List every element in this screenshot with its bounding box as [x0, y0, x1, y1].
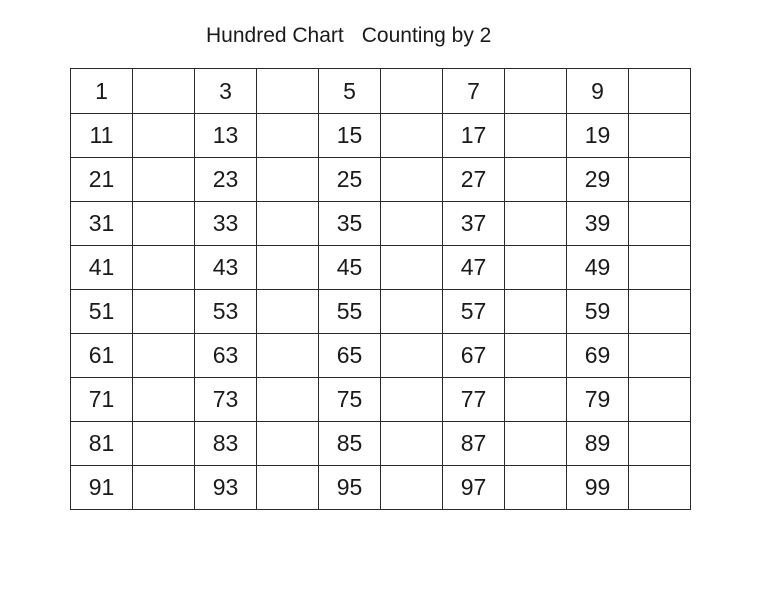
grid-cell-number: 9	[567, 69, 629, 114]
grid-cell-number: 55	[319, 290, 381, 334]
grid-cell-blank[interactable]	[381, 202, 443, 246]
grid-cell-number: 77	[443, 378, 505, 422]
grid-cell-blank[interactable]	[257, 246, 319, 290]
grid-cell-blank[interactable]	[381, 158, 443, 202]
grid-cell-blank[interactable]	[629, 114, 691, 158]
grid-cell-number: 71	[71, 378, 133, 422]
grid-cell-blank[interactable]	[505, 466, 567, 510]
grid-cell-number: 11	[71, 114, 133, 158]
grid-cell-blank[interactable]	[629, 202, 691, 246]
grid-cell-number: 15	[319, 114, 381, 158]
grid-cell-number: 7	[443, 69, 505, 114]
grid-row	[71, 466, 691, 510]
grid-row	[71, 246, 691, 290]
grid-cell-number: 85	[319, 422, 381, 466]
grid-cell-number: 83	[195, 422, 257, 466]
grid-cell-blank[interactable]	[629, 246, 691, 290]
grid-cell-number: 79	[567, 378, 629, 422]
grid-row	[71, 158, 691, 202]
grid-cell-blank[interactable]	[629, 334, 691, 378]
grid-cell-blank[interactable]	[133, 334, 195, 378]
grid-cell-blank[interactable]	[133, 290, 195, 334]
grid-cell-blank[interactable]	[381, 290, 443, 334]
grid-row	[71, 378, 691, 422]
grid-cell-blank[interactable]	[133, 158, 195, 202]
grid-cell-number: 97	[443, 466, 505, 510]
grid-cell-blank[interactable]	[629, 422, 691, 466]
grid-cell-number: 93	[195, 466, 257, 510]
grid-cell-number: 33	[195, 202, 257, 246]
grid-cell-blank[interactable]	[257, 422, 319, 466]
grid-cell-blank[interactable]	[257, 158, 319, 202]
grid-cell-blank[interactable]	[505, 202, 567, 246]
grid-cell-number: 3	[195, 69, 257, 114]
grid-row	[71, 114, 691, 158]
grid-cell-number: 89	[567, 422, 629, 466]
page-title	[206, 24, 491, 48]
grid-row	[71, 334, 691, 378]
grid-cell-blank[interactable]	[505, 69, 567, 114]
grid-cell-blank[interactable]	[505, 422, 567, 466]
grid-cell-number: 45	[319, 246, 381, 290]
grid-cell-blank[interactable]	[505, 246, 567, 290]
grid-cell-number: 27	[443, 158, 505, 202]
grid-cell-number: 59	[567, 290, 629, 334]
grid-row	[71, 69, 691, 114]
grid-cell-blank[interactable]	[257, 69, 319, 114]
grid-cell-number: 29	[567, 158, 629, 202]
grid-cell-number: 75	[319, 378, 381, 422]
grid-cell-number: 65	[319, 334, 381, 378]
grid-cell-blank[interactable]	[257, 202, 319, 246]
grid-cell-blank[interactable]	[381, 422, 443, 466]
grid-cell-number: 95	[319, 466, 381, 510]
grid-cell-number: 17	[443, 114, 505, 158]
grid-cell-number: 87	[443, 422, 505, 466]
grid-cell-number: 67	[443, 334, 505, 378]
hundred-chart-grid	[70, 68, 691, 510]
grid-cell-number: 99	[567, 466, 629, 510]
grid-cell-blank[interactable]	[133, 466, 195, 510]
grid-cell-number: 81	[71, 422, 133, 466]
grid-cell-number: 19	[567, 114, 629, 158]
grid-cell-number: 41	[71, 246, 133, 290]
grid-cell-blank[interactable]	[381, 334, 443, 378]
grid-cell-blank[interactable]	[505, 158, 567, 202]
grid-cell-number: 47	[443, 246, 505, 290]
grid-cell-number: 69	[567, 334, 629, 378]
grid-cell-blank[interactable]	[629, 69, 691, 114]
grid-cell-blank[interactable]	[505, 334, 567, 378]
grid-cell-blank[interactable]	[133, 202, 195, 246]
grid-cell-blank[interactable]	[629, 290, 691, 334]
grid-row	[71, 202, 691, 246]
grid-cell-number: 13	[195, 114, 257, 158]
grid-cell-blank[interactable]	[629, 466, 691, 510]
grid-cell-blank[interactable]	[381, 378, 443, 422]
grid-cell-blank[interactable]	[381, 246, 443, 290]
grid-cell-number: 37	[443, 202, 505, 246]
grid-cell-number: 23	[195, 158, 257, 202]
grid-cell-blank[interactable]	[505, 114, 567, 158]
grid-cell-blank[interactable]	[257, 114, 319, 158]
grid-cell-blank[interactable]	[505, 290, 567, 334]
grid-cell-number: 63	[195, 334, 257, 378]
grid-cell-blank[interactable]	[133, 246, 195, 290]
grid-cell-number: 51	[71, 290, 133, 334]
grid-cell-number: 39	[567, 202, 629, 246]
grid-row	[71, 422, 691, 466]
grid-cell-number: 31	[71, 202, 133, 246]
grid-cell-number: 61	[71, 334, 133, 378]
grid-cell-blank[interactable]	[133, 378, 195, 422]
grid-cell-blank[interactable]	[133, 114, 195, 158]
grid-cell-blank[interactable]	[381, 114, 443, 158]
grid-cell-number: 1	[71, 69, 133, 114]
grid-cell-blank[interactable]	[133, 69, 195, 114]
grid-cell-number: 25	[319, 158, 381, 202]
grid-body	[71, 69, 691, 510]
grid-cell-blank[interactable]	[257, 378, 319, 422]
title-subtitle: Counting by 2	[361, 24, 492, 47]
grid-cell-blank[interactable]	[629, 158, 691, 202]
grid-cell-blank[interactable]	[257, 290, 319, 334]
grid-cell-blank[interactable]	[257, 466, 319, 510]
grid-cell-number: 73	[195, 378, 257, 422]
grid-cell-number: 91	[71, 466, 133, 510]
grid-cell-number: 21	[71, 158, 133, 202]
grid-cell-blank[interactable]	[381, 466, 443, 510]
grid-cell-number: 35	[319, 202, 381, 246]
grid-cell-blank[interactable]	[505, 378, 567, 422]
grid-cell-number: 5	[319, 69, 381, 114]
grid-cell-blank[interactable]	[629, 378, 691, 422]
grid-row	[71, 290, 691, 334]
grid-cell-blank[interactable]	[257, 334, 319, 378]
grid-cell-number: 43	[195, 246, 257, 290]
grid-cell-blank[interactable]	[381, 69, 443, 114]
grid-cell-number: 49	[567, 246, 629, 290]
grid-cell-blank[interactable]	[133, 422, 195, 466]
grid-cell-number: 53	[195, 290, 257, 334]
grid-cell-number: 57	[443, 290, 505, 334]
title-main: Hundred Chart	[206, 24, 344, 47]
